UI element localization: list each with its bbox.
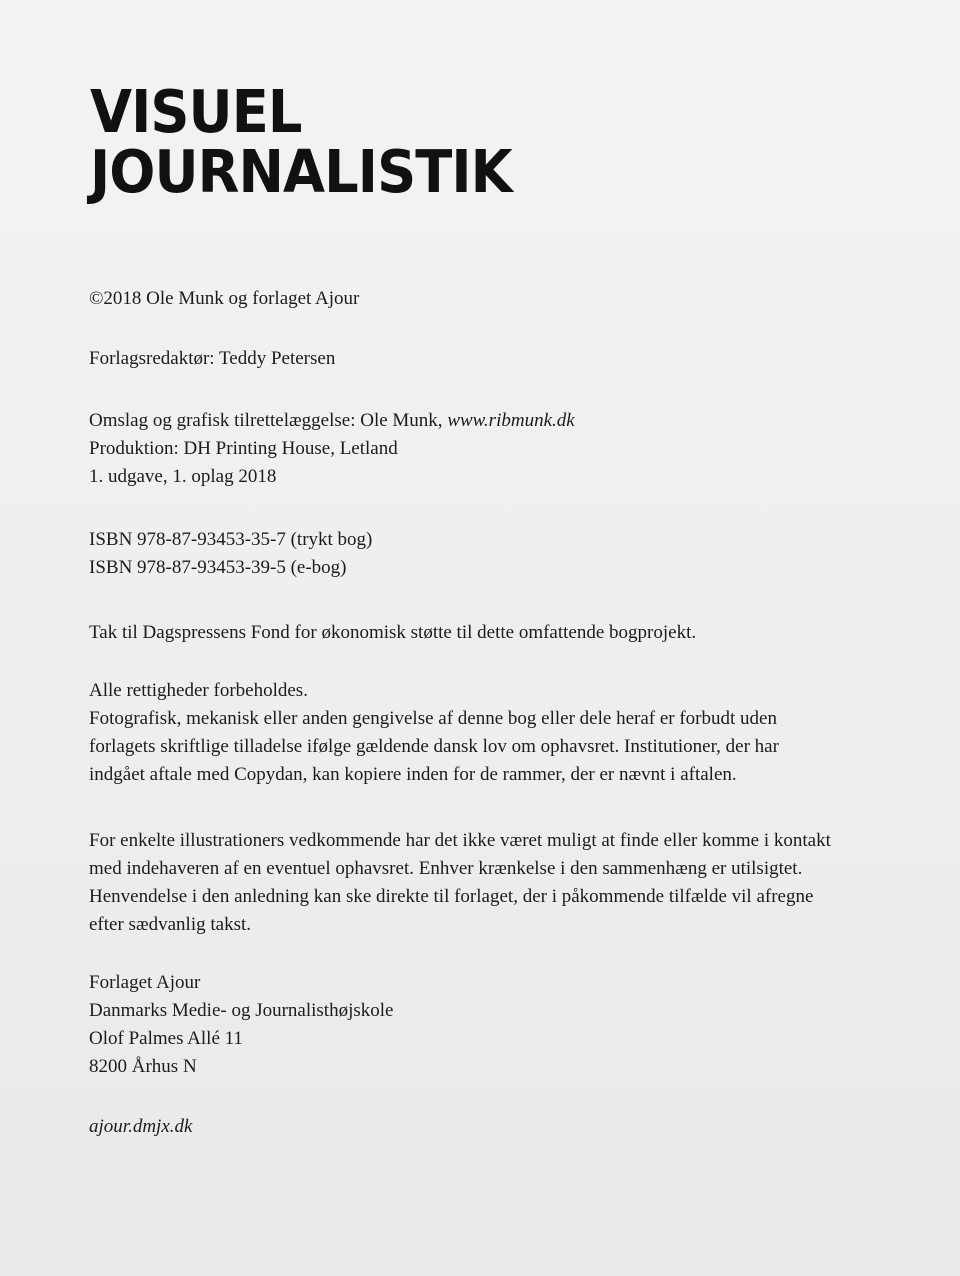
rights-line: Alle rettigheder forbeholdes. xyxy=(89,680,308,701)
illustrations-line: For enkelte illustrationers vedkommende har det ikke været muligt at finde eller komme i kontakt xyxy=(89,830,831,851)
production-credits xyxy=(89,407,939,491)
production-line: Produktion: DH Printing House, Letland xyxy=(89,438,398,459)
book-title-line-1: VISUEL xyxy=(90,77,302,146)
designer-website: www.ribmunk.dk xyxy=(447,410,575,431)
isbn-block xyxy=(89,526,939,582)
rights-line: indgået aftale med Copydan, kan kopiere inden for de rammer, der er nævnt i aftalen. xyxy=(89,764,737,785)
book-title xyxy=(90,77,512,206)
copyright-notice xyxy=(89,285,939,313)
isbn-ebook: ISBN 978-87-93453-39-5 (e-bog) xyxy=(89,557,347,578)
rights-line: forlagets skriftlige tilladelse ifølge gældende dansk lov om ophavsret. Institutioner, der har xyxy=(89,736,779,757)
isbn-print: ISBN 978-87-93453-35-7 (trykt bog) xyxy=(89,529,373,550)
illustrations-line: efter sædvanlig takst. xyxy=(89,914,251,935)
publisher-website xyxy=(89,1113,939,1141)
book-title-line-2: JOURNALISTIK xyxy=(90,137,512,206)
illustrations-notice xyxy=(89,827,939,939)
design-line xyxy=(89,407,939,435)
rights-notice xyxy=(89,677,939,789)
editor-line: Forlagsredaktør: Teddy Petersen xyxy=(89,348,336,369)
address-line: 8200 Århus N xyxy=(89,1056,197,1077)
address-line: Danmarks Medie- og Journalisthøjskole xyxy=(89,1000,394,1021)
copyright-line: ©2018 Ole Munk og forlaget Ajour xyxy=(89,288,360,309)
thanks-line: Tak til Dagspressens Fond for økonomisk støtte til dette omfattende bogprojekt. xyxy=(89,622,697,643)
editor-credit xyxy=(89,345,939,373)
design-label: Omslag og grafisk tilrettelæggelse: Ole Munk, xyxy=(89,410,448,431)
rights-line: Fotografisk, mekanisk eller anden gengivelse af denne bog eller dele heraf er forbudt uden xyxy=(89,708,777,729)
illustrations-line: med indehaveren af en eventuel ophavsret. Enhver krænkelse i den sammenhæng er utilsigtet. xyxy=(89,858,803,879)
publisher-address xyxy=(89,969,939,1081)
edition-line: 1. udgave, 1. oplag 2018 xyxy=(89,466,277,487)
illustrations-line: Henvendelse i den anledning kan ske direkte til forlaget, der i påkommende tilfælde vil afregne xyxy=(89,886,814,907)
address-line: Forlaget Ajour xyxy=(89,972,201,993)
address-line: Olof Palmes Allé 11 xyxy=(89,1028,243,1049)
thanks-note xyxy=(89,619,939,647)
website-line: ajour.dmjx.dk xyxy=(89,1116,193,1137)
